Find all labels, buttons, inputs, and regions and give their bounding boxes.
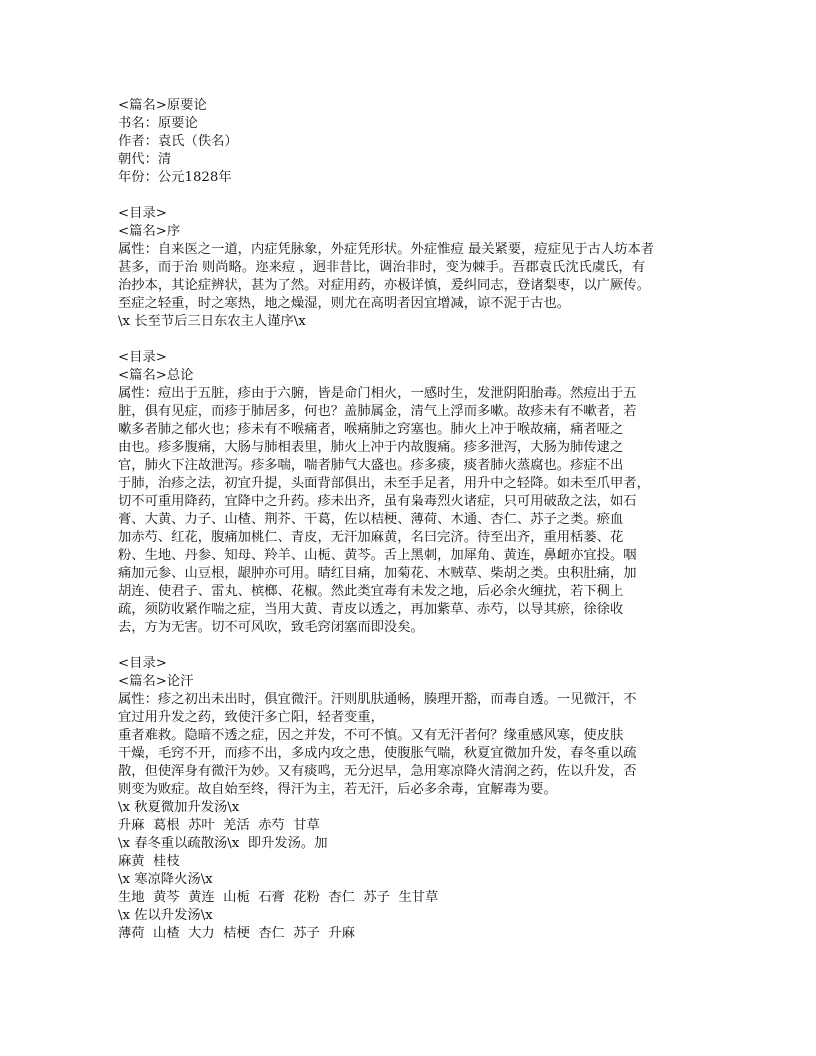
text-line: 疏，须防收紧作喘之症，当用大黄、青皮以透之，再加紫草、赤芍，以导其瘀，徐徐收 bbox=[118, 602, 624, 617]
toc-marker: <目录> bbox=[118, 206, 167, 221]
text-line: 至症之轻重，时之寒热，地之燥湿，则尤在高明者因宜增减，谅不泥于古也。 bbox=[118, 296, 571, 311]
text-line: 干燥，毛窍不开，而疹不出，多成内攻之患，使腹胀气喘，秋夏宜微加升发，春冬重以疏 bbox=[118, 746, 637, 761]
document-page bbox=[118, 97, 718, 943]
section-title: <篇名>序 bbox=[118, 224, 181, 239]
text-line: 切不可重用降药，宜降中之升药。疹未出齐，虽有枭毒烈火诸症，只可用破敌之法，如石 bbox=[118, 494, 637, 509]
text-line: 胡连、使君子、雷丸、槟榔、花椒。然此类宜毒有未发之地，后必余火缠扰，若下稠上 bbox=[118, 584, 624, 599]
text-line: 属性：自来医之一道，内症凭脉象，外症凭形状。外症惟痘 最关紧要，痘症见于古人坊本者 bbox=[118, 242, 655, 257]
dynasty: 朝代：清 bbox=[118, 152, 172, 167]
formula-ingredients: 生地 黄芩 黄连 山栀 石膏 花粉 杏仁 苏子 生甘草 bbox=[118, 890, 439, 905]
text-line: 甚多，而于治 则尚略。迩来痘 ，迥非昔比，调治非时，变为棘手。吾郡袁氏沈氏虞氏，有 bbox=[118, 260, 646, 275]
toc-marker: <目录> bbox=[118, 350, 167, 365]
text-line: 散，但使浑身有微汗为妙。又有痰鸣，无分迟早，急用寒凉降火清润之药，佐以升发，否 bbox=[118, 764, 637, 779]
section-general bbox=[118, 349, 718, 637]
text-line: 痛加元参、山豆根，龈肿亦可用。睛红目痛，加菊花、木贼草、柴胡之类。虫积肚痛，加 bbox=[118, 566, 637, 581]
toc-marker: <目录> bbox=[118, 656, 167, 671]
text-line: 去，方为无害。切不可风吹，致毛窍闭塞而即没矣。 bbox=[118, 620, 424, 635]
text-line: 加赤芍、红花，腹痛加桃仁、青皮，无汗加麻黄，名曰完济。待至出齐，重用栝蒌、花 bbox=[118, 530, 624, 545]
formula-ingredients: 升麻 葛根 苏叶 羌活 赤芍 甘草 bbox=[118, 818, 320, 833]
text-line: 由也。疹多腹痛，大肠与肺相表里，肺火上冲于内故腹痛。疹多泄泻，大肠为肺传逮之 bbox=[118, 440, 624, 455]
section-title: <篇名>论汗 bbox=[118, 674, 194, 689]
section-title: <篇名>总论 bbox=[118, 368, 194, 383]
text-line: 粉、生地、丹参、知母、羚羊、山栀、黄芩。舌上黑刺，加犀角、黄连，鼻衄亦宜投。咽 bbox=[118, 548, 637, 563]
text-line: 嗽多者肺之郁火也；疹未有不喉痛者，喉痛肺之窍塞也。肺火上冲于喉故痛，痛者哑之 bbox=[118, 422, 624, 437]
text-line: 治抄本，其论症辨状，甚为了然。对症用药，亦极详慎，爰纠同志，登诸梨枣，以广厥传。 bbox=[118, 278, 650, 293]
formula-title: \x 春冬重以疏散汤\x 即升发汤。加 bbox=[118, 836, 328, 851]
formula-ingredients: 麻黄 桂枝 bbox=[118, 854, 180, 869]
section-sweat bbox=[118, 655, 718, 943]
text-line: 属性：痘出于五脏，疹由于六腑，皆是命门相火，一感时生，发泄阴阳胎毒。然痘出于五 bbox=[118, 386, 637, 401]
formula-title: \x 寒凉降火汤\x bbox=[118, 872, 213, 887]
text-line: 则变为败症。故自始至终，得汗为主，若无汗，后必多余毒，宜解毒为要。 bbox=[118, 782, 557, 797]
section-preface bbox=[118, 205, 718, 331]
formula-ingredients: 薄荷 山楂 大力 桔梗 杏仁 苏子 升麻 bbox=[118, 926, 355, 941]
formula-title: \x 秋夏微加升发汤\x bbox=[118, 800, 240, 815]
year: 年份：公元1828年 bbox=[118, 170, 232, 185]
spacer bbox=[118, 331, 718, 349]
text-line: 重者难救。隐暗不透之症，因之并发，不可不慎。又有无汗者何？缘重感风寒，使皮肤 bbox=[118, 728, 624, 743]
author: 作者：袁氏（佚名） bbox=[118, 134, 238, 149]
text-line: 于肺，治疹之法，初宜升提，头面背部俱出，未至手足者，用升中之轻降。如未至爪甲者， bbox=[118, 476, 650, 491]
signature-line: \x 长至节后三日东农主人谨序\x bbox=[118, 314, 306, 329]
chapter-tag: <篇名>原要论 bbox=[118, 98, 207, 113]
spacer bbox=[118, 187, 718, 205]
text-line: 属性：疹之初出未出时，俱宜微汗。汗则肌肤通畅，腠理开豁，而毒自透。一见微汗，不 bbox=[118, 692, 637, 707]
text-line: 官，肺火下注故泄泻。疹多喘，喘者肺气大盛也。疹多痰，痰者肺火蒸腐也。疹症不出 bbox=[118, 458, 624, 473]
text-line: 脏，俱有见症，而疹于肺居多，何也？盖肺属金，清气上浮而多嗽。故疹未有不嗽者，若 bbox=[118, 404, 637, 419]
text-line: 宜过用升发之药，致使汗多亡阳，轻者变重， bbox=[118, 710, 384, 725]
spacer bbox=[118, 637, 718, 655]
text-line: 膏、大黄、力子、山楂、荆芥、干葛，佐以桔梗、薄荷、木通、杏仁、苏子之类。瘀血 bbox=[118, 512, 624, 527]
formula-title: \x 佐以升发汤\x bbox=[118, 908, 213, 923]
book-title: 书名：原要论 bbox=[118, 116, 198, 131]
